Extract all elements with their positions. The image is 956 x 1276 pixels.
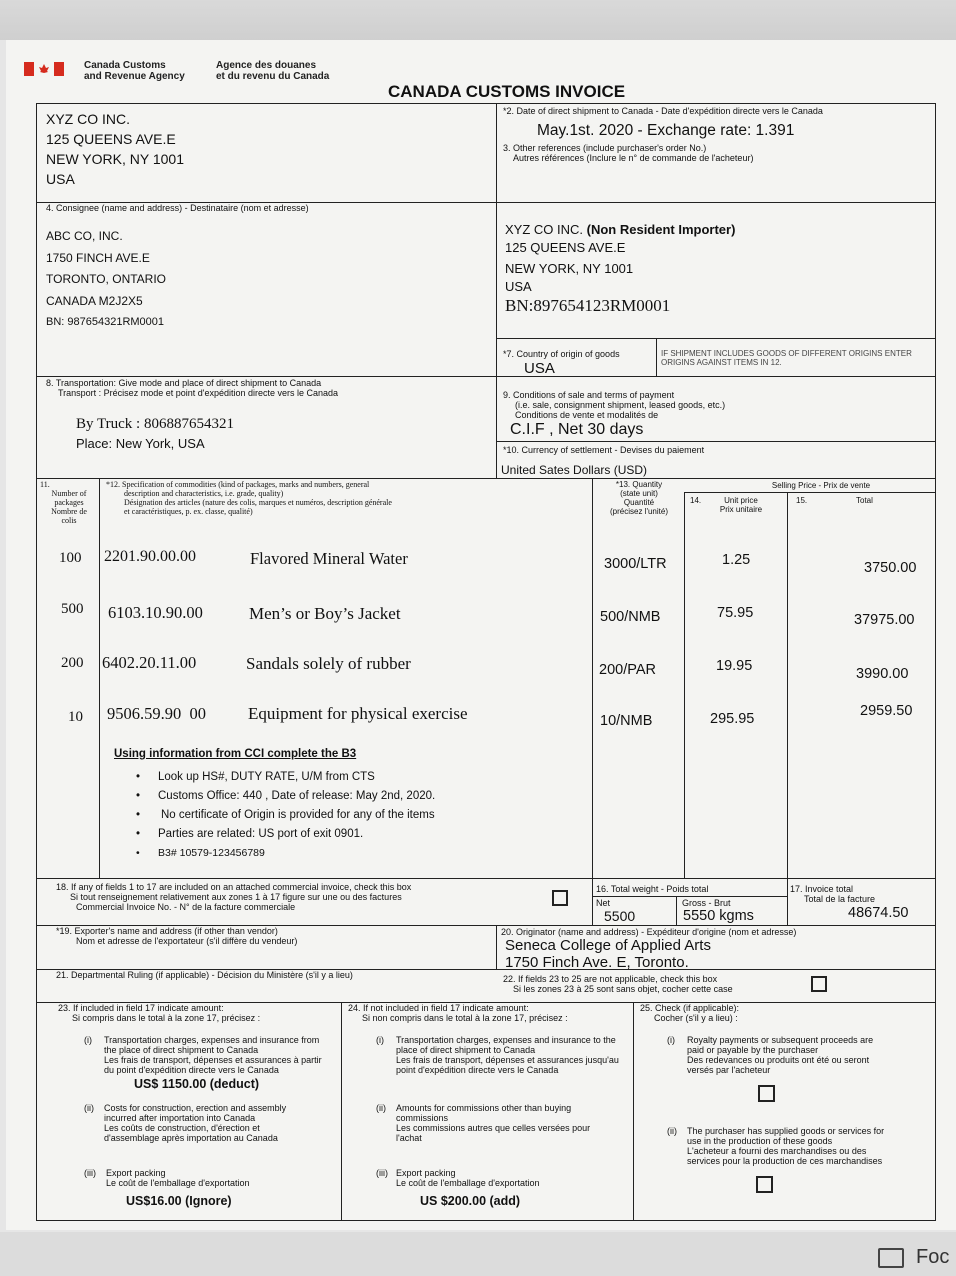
col14-header — [706, 496, 776, 514]
field22-label-fr: Si les zones 23 à 25 sont sans objet, cocher cette case — [513, 984, 733, 994]
col13-line: Quantité — [623, 498, 655, 507]
field23-ii-fr: Les coûts de construction, d'érection et d'assemblage après importation au Canada — [104, 1123, 278, 1143]
field24-iii-fr: Le coût de l'emballage d'exportation — [396, 1178, 540, 1188]
purchaser-bn: BN:897654123RM0001 — [505, 296, 671, 315]
field24-iii-en: Export packing — [396, 1168, 456, 1178]
note-item: • Customs Office: 440 , Date of release: May 2nd, 2020. — [136, 790, 435, 802]
field10-label: *10. Currency of settlement - Devises du paiement — [503, 445, 705, 455]
field18-checkbox[interactable] — [552, 890, 568, 906]
field23-label — [58, 1003, 260, 1023]
consignee-line: CANADA M2J2X5 — [46, 293, 143, 308]
note-item: • Parties are related: US port of exit 0901. — [136, 828, 435, 840]
item-hs-code: 6402.20.11.00 — [102, 653, 197, 672]
consignee-line: 1750 FINCH AVE.E — [46, 250, 150, 265]
field25-ii-checkbox[interactable] — [756, 1176, 773, 1193]
net-weight-label: Net — [596, 898, 611, 908]
note-item: • No certificate of Origin is provided for any of the items — [136, 809, 435, 821]
field24-label — [348, 1003, 568, 1023]
field2-label: *2. Date of direct shipment to Canada - Date d'expédition directe vers le Canada — [503, 106, 823, 116]
col11-line: 11. — [40, 480, 50, 489]
item-total: 3990.00 — [856, 666, 909, 682]
field3-label — [503, 143, 753, 163]
field8-label-fr: Transport : Précisez mode et point d'expédition directe vers le Canada — [58, 388, 339, 398]
item-unit-price: 295.95 — [710, 711, 755, 727]
non-resident-importer-note: (Non Resident Importer) — [586, 222, 736, 237]
note-item: • B3# 10579-123456789 — [136, 847, 435, 859]
field8-label-en: 8. Transportation: Give mode and place of direct shipment to Canada — [46, 378, 322, 388]
field7-note-line: ORIGINS AGAINST ITEMS IN 12. — [661, 358, 782, 367]
field25-ii-roman: (ii) — [667, 1126, 677, 1136]
field23-i-fr: Les frais de transport, dépenses et assurances à partir du point d'expédition directe vers le Canada — [104, 1055, 322, 1075]
col11-line: Nombre de — [51, 507, 87, 516]
vendor-address — [46, 110, 184, 188]
field24-iii-roman: (iii) — [376, 1168, 388, 1178]
originator-line: Seneca College of Applied Arts — [505, 937, 711, 954]
field24-ii-en: Amounts for commissions other than buying commissions — [396, 1103, 572, 1123]
field23-iii-en: Export packing — [106, 1168, 166, 1178]
gross-weight-label: Gross - Brut — [682, 898, 731, 908]
col13-line: *13. Quantity — [615, 480, 663, 489]
notes-list — [136, 771, 435, 866]
field7-label: *7. Country of origin of goods — [503, 349, 620, 359]
field19-label — [56, 926, 297, 946]
field4-label: 4. Consignee (name and address) - Destinataire (nom et adresse) — [46, 203, 309, 213]
gross-weight: 5550 kgms — [683, 908, 754, 924]
item-description: Equipment for physical exercise — [248, 704, 468, 723]
originator-line: 1750 Finch Ave. E, Toronto. — [505, 954, 689, 971]
field3-label-fr: Autres références (Inclure le n° de commande de l'acheteur) — [513, 153, 754, 163]
field23-i-en: Transportation charges, expenses and insurance from the place of direct shipment to Canada — [104, 1035, 320, 1055]
item-packages: 200 — [61, 655, 84, 671]
col12-line: Désignation des articles (nature des colis, marques et numéros, description générale — [124, 498, 392, 507]
item-quantity: 500/NMB — [600, 609, 661, 625]
field25-ii-text — [687, 1126, 887, 1166]
field25-i-fr: Des redevances ou produits ont été ou seront versés par l'acheteur — [687, 1055, 870, 1075]
field22-checkbox[interactable] — [811, 976, 827, 992]
col11-line: packages — [54, 498, 84, 507]
field25-i-text — [687, 1035, 887, 1075]
item-packages: 500 — [61, 601, 84, 617]
col14-line: Prix unitaire — [719, 505, 763, 514]
col15-header: Total — [856, 496, 873, 505]
field24-iii-text — [396, 1168, 540, 1188]
purchaser-line: 125 QUEENS AVE.E — [505, 240, 626, 255]
field25-ii-fr: L'acheteur a fourni des marchandises ou des services pour la production de ces marchandises — [687, 1146, 883, 1166]
field18-line: Si tout renseignement relativement aux zones 1 à 17 figure sur une ou des factures — [70, 892, 402, 902]
col15-number: 15. — [796, 496, 808, 505]
transport-details — [76, 415, 234, 453]
col13-line: (précisez l'unité) — [610, 507, 668, 516]
field23-ii-en: Costs for construction, erection and assembly incurred after importation into Canada — [104, 1103, 287, 1123]
shipment-date-exchange-rate: May.1st. 2020 - Exchange rate: 1.391 — [537, 122, 795, 139]
agency-en-line: Canada Customs — [84, 60, 166, 71]
field25-ii-en: The purchaser has supplied goods or services for use in the production of these goods — [687, 1126, 885, 1146]
item-description: Sandals solely of rubber — [246, 654, 411, 673]
currency-value: United Sates Dollars (USD) — [501, 463, 648, 477]
field20-label: 20. Originator (name and address) - Expéditeur d'origine (nom et adresse) — [501, 927, 797, 937]
item-total: 3750.00 — [864, 560, 917, 576]
field25-i-checkbox[interactable] — [758, 1085, 775, 1102]
item-hs-code: 9506.59.90 00 — [107, 704, 206, 723]
field23-iii-fr: Le coût de l'emballage d'exportation — [106, 1178, 250, 1188]
terms-of-payment: C.I.F , Net 30 days — [510, 421, 644, 438]
field23-label-fr: Si compris dans le total à la zone 17, précisez : — [72, 1013, 261, 1023]
field9-label — [503, 390, 725, 420]
field23-transport-amount: US$ 1150.00 (deduct) — [134, 1077, 260, 1091]
field8-label — [46, 378, 338, 398]
col14-line: Unit price — [724, 496, 758, 505]
field22-label-en: 22. If fields 23 to 25 are not applicable, check this box — [503, 974, 718, 984]
field23-ii-text — [104, 1103, 314, 1143]
net-weight: 5500 — [604, 908, 636, 924]
invoice-total: 48674.50 — [848, 905, 909, 921]
originator-address — [505, 937, 711, 971]
col14-number: 14. — [690, 496, 702, 505]
screen-bottom-edge — [0, 1232, 956, 1276]
item-unit-price: 1.25 — [722, 552, 751, 568]
item-packages: 10 — [68, 709, 83, 725]
col12-line: et caractéristiques, p. ex. classe, qualité) — [124, 507, 253, 516]
vendor-line: NEW YORK, NY 1001 — [46, 151, 184, 167]
field17-label-en: 17. Invoice total — [790, 884, 854, 894]
selling-price-header: Selling Price - Prix de vente — [771, 481, 871, 490]
agency-name-fr — [216, 60, 329, 82]
canada-flag-icon — [24, 62, 64, 76]
field24-ii-fr: Les commissions autres que celles versées pour l'achat — [396, 1123, 591, 1143]
agency-fr-line: Agence des douanes — [216, 60, 317, 71]
item-packages: 100 — [59, 550, 82, 566]
field19-label-en: *19. Exporter's name and address (if other than vendor) — [56, 926, 278, 936]
col12-line: *12. Specification of commodities (kind of packages, marks and numbers, general — [106, 480, 370, 489]
col12-line: description and characteristics, i.e. grade, quality) — [124, 489, 284, 498]
field25-label-en: 25. Check (if applicable): — [640, 1003, 740, 1013]
consignee-address — [46, 226, 166, 334]
field22-label — [503, 974, 733, 994]
item-quantity: 3000/LTR — [604, 556, 667, 572]
field24-i-roman: (i) — [376, 1035, 384, 1045]
purchaser-line: NEW YORK, NY 1001 — [505, 261, 634, 276]
field9-label-sub: (i.e. sale, consignment shipment, leased goods, etc.) — [515, 400, 726, 410]
col13-header — [596, 480, 682, 516]
field23-ii-roman: (ii) — [84, 1103, 94, 1113]
field23-export-packing-amount: US$16.00 (Ignore) — [126, 1194, 232, 1208]
field3-label-en: 3. Other references (include purchaser's order No.) — [503, 143, 707, 153]
field24-label-fr: Si non compris dans le total à la zone 17, précisez : — [362, 1013, 568, 1023]
field24-ii-text — [396, 1103, 596, 1143]
col13-line: (state unit) — [620, 489, 658, 498]
consignee-line: TORONTO, ONTARIO — [46, 272, 167, 286]
field18-line: Commercial Invoice No. - N° de la facture commerciale — [76, 902, 296, 912]
item-hs-code: 6103.10.90.00 — [108, 603, 203, 622]
item-unit-price: 75.95 — [717, 605, 754, 621]
field25-label-fr: Cocher (s'il y a lieu) : — [654, 1013, 738, 1023]
agency-name-en — [84, 60, 185, 82]
field24-i-en: Transportation charges, expenses and insurance to the place of direct shipment to Canada — [396, 1035, 616, 1055]
field19-label-fr: Nom et adresse de l'exportateur (s'il diffère du vendeur) — [76, 936, 298, 946]
focus-mode-label[interactable]: Foc — [916, 1246, 950, 1268]
focus-mode-icon[interactable] — [878, 1248, 904, 1268]
item-unit-price: 19.95 — [716, 658, 753, 674]
field18-label — [56, 882, 411, 912]
field17-label-fr: Total de la facture — [804, 894, 876, 904]
col11-line: Number of — [51, 489, 87, 498]
col11-line: colis — [61, 516, 77, 525]
item-quantity: 200/PAR — [599, 662, 656, 678]
transport-place: Place: New York, USA — [76, 436, 205, 451]
field7-origins-note — [661, 349, 912, 367]
field24-i-fr: Les frais de transport, dépenses et assurances jusqu'au point d'expédition directe vers le Canada — [396, 1055, 619, 1075]
notes-title: Using information from CCI complete the B3 — [114, 748, 357, 760]
purchaser-line: USA — [505, 279, 532, 294]
purchaser-address — [505, 222, 735, 314]
field24-i-text — [396, 1035, 621, 1075]
field24-ii-roman: (ii) — [376, 1103, 386, 1113]
field9-label-fr: Conditions de vente et modalités de — [515, 410, 659, 420]
field21-label: 21. Departmental Ruling (if applicable) - Décision du Ministère (s'il y a lieu) — [56, 970, 353, 980]
vendor-line: USA — [46, 171, 75, 187]
invoice-title: CANADA CUSTOMS INVOICE — [388, 82, 626, 101]
transport-mode: By Truck : 806887654321 — [76, 416, 234, 432]
col12-header — [106, 480, 392, 516]
country-of-origin: USA — [524, 360, 555, 377]
item-description: Men’s or Boy’s Jacket — [249, 604, 401, 623]
consignee-line: BN: 987654321RM0001 — [46, 316, 165, 328]
consignee-line: ABC CO, INC. — [46, 229, 123, 243]
agency-fr-line: et du revenu du Canada — [216, 71, 330, 82]
field24-export-packing-amount: US $200.00 (add) — [420, 1194, 521, 1208]
vendor-line: 125 QUEENS AVE.E — [46, 131, 176, 147]
field23-iii-roman: (iii) — [84, 1168, 96, 1178]
field9-label-en: 9. Conditions of sale and terms of payment — [503, 390, 675, 400]
invoice-page — [6, 40, 956, 1230]
vendor-line: XYZ CO INC. — [46, 111, 131, 127]
item-total: 2959.50 — [860, 703, 913, 719]
field7-note-line: IF SHIPMENT INCLUDES GOODS OF DIFFERENT ORIGINS ENTER — [661, 349, 912, 358]
note-item: • Look up HS#, DUTY RATE, U/M from CTS — [136, 771, 435, 783]
field25-label — [640, 1003, 739, 1023]
field23-label-en: 23. If included in field 17 indicate amount: — [58, 1003, 224, 1013]
field25-i-roman: (i) — [667, 1035, 675, 1045]
field23-i-roman: (i) — [84, 1035, 92, 1045]
field18-line: 18. If any of fields 1 to 17 are included on an attached commercial invoice, check this box — [56, 882, 412, 892]
item-quantity: 10/NMB — [600, 713, 653, 729]
purchaser-name: XYZ CO INC. — [505, 222, 584, 237]
field23-i-text — [104, 1035, 324, 1075]
field24-label-en: 24. If not included in field 17 indicate amount: — [348, 1003, 529, 1013]
item-total: 37975.00 — [854, 612, 915, 628]
item-hs-code: 2201.90.00.00 — [104, 548, 196, 565]
col11-header — [40, 480, 98, 525]
field16-label: 16. Total weight - Poids total — [596, 884, 709, 894]
item-description: Flavored Mineral Water — [250, 549, 408, 568]
agency-en-line: and Revenue Agency — [84, 71, 185, 82]
field25-i-en: Royalty payments or subsequent proceeds are paid or payable by the purchaser — [687, 1035, 874, 1055]
screen-top-edge — [0, 0, 956, 40]
field17-label — [790, 884, 875, 904]
field23-iii-text — [106, 1168, 250, 1188]
